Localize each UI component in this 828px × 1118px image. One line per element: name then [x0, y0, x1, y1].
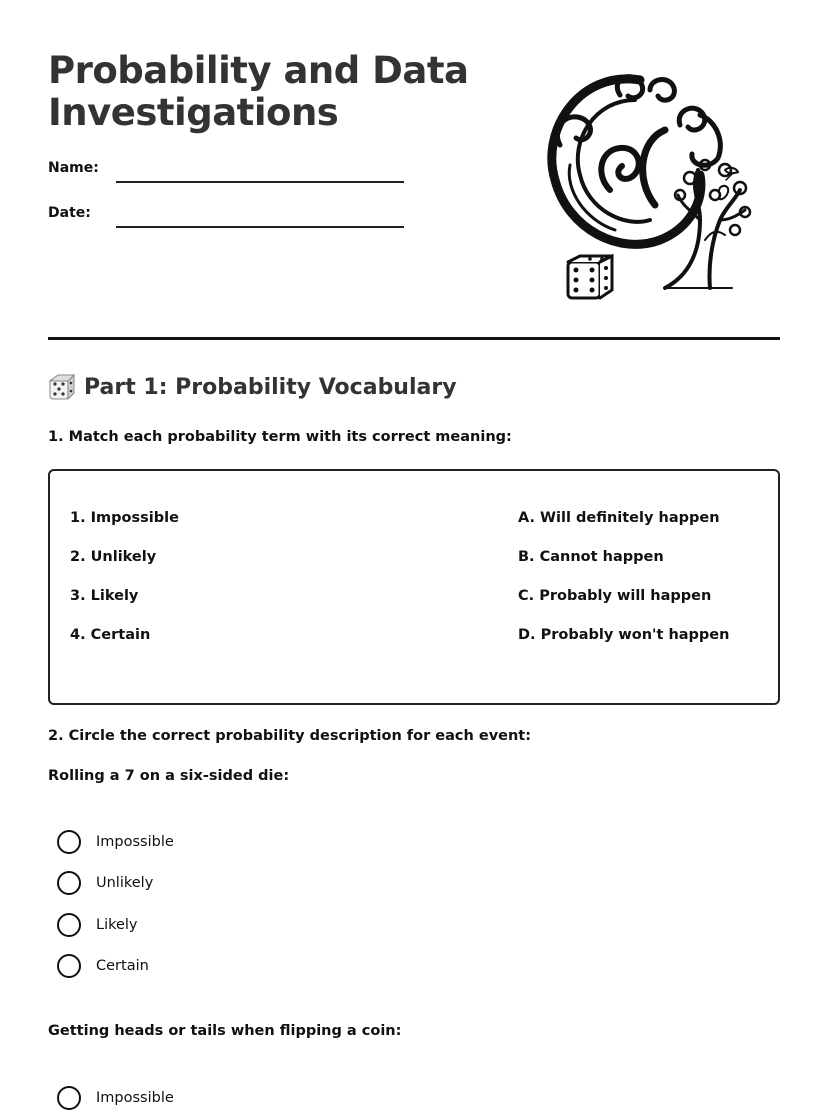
match-term: 1. Impossible — [70, 510, 179, 526]
event-2-label: Getting heads or tails when flipping a coin: — [48, 1023, 402, 1039]
name-field[interactable] — [116, 181, 404, 183]
option-label: Certain — [96, 958, 149, 974]
option-label: Unlikely — [96, 875, 154, 891]
matching-box — [48, 469, 780, 705]
option-impossible[interactable] — [57, 830, 174, 854]
radio-circle[interactable] — [57, 913, 81, 937]
radio-circle[interactable] — [57, 954, 81, 978]
question-2-prompt: 2. Circle the correct probability description for each event: — [48, 728, 532, 744]
tree-and-dice-icon — [540, 70, 760, 310]
radio-circle[interactable] — [57, 871, 81, 895]
radio-circle[interactable] — [57, 830, 81, 854]
match-term: 4. Certain — [70, 627, 151, 643]
event-1-label: Rolling a 7 on a six-sided die: — [48, 768, 290, 784]
title-line-2: Investigations — [48, 91, 339, 134]
part1-title-text: Part 1: Probability Vocabulary — [84, 374, 457, 400]
match-meaning: B. Cannot happen — [518, 549, 664, 565]
option-label: Likely — [96, 917, 138, 933]
match-term: 2. Unlikely — [70, 549, 157, 565]
name-label: Name: — [48, 160, 99, 176]
title-line-1: Probability and Data — [48, 49, 469, 92]
date-field[interactable] — [116, 226, 404, 228]
option-label: Impossible — [96, 1090, 174, 1106]
match-meaning: D. Probably won't happen — [518, 627, 730, 643]
match-term: 3. Likely — [70, 588, 139, 604]
option-label: Impossible — [96, 834, 174, 850]
option-unlikely[interactable] — [57, 871, 153, 895]
page-title — [48, 50, 488, 134]
radio-circle[interactable] — [57, 1086, 81, 1110]
section-divider — [48, 337, 780, 340]
option-certain[interactable] — [57, 954, 149, 978]
option-likely[interactable] — [57, 913, 138, 937]
match-meaning: A. Will definitely happen — [518, 510, 720, 526]
question-1-prompt: 1. Match each probability term with its correct meaning: — [48, 429, 512, 445]
match-meaning: C. Probably will happen — [518, 588, 712, 604]
option-impossible[interactable] — [57, 1086, 174, 1110]
part1-title — [48, 373, 457, 401]
date-label: Date: — [48, 205, 91, 221]
die-icon — [48, 373, 76, 401]
